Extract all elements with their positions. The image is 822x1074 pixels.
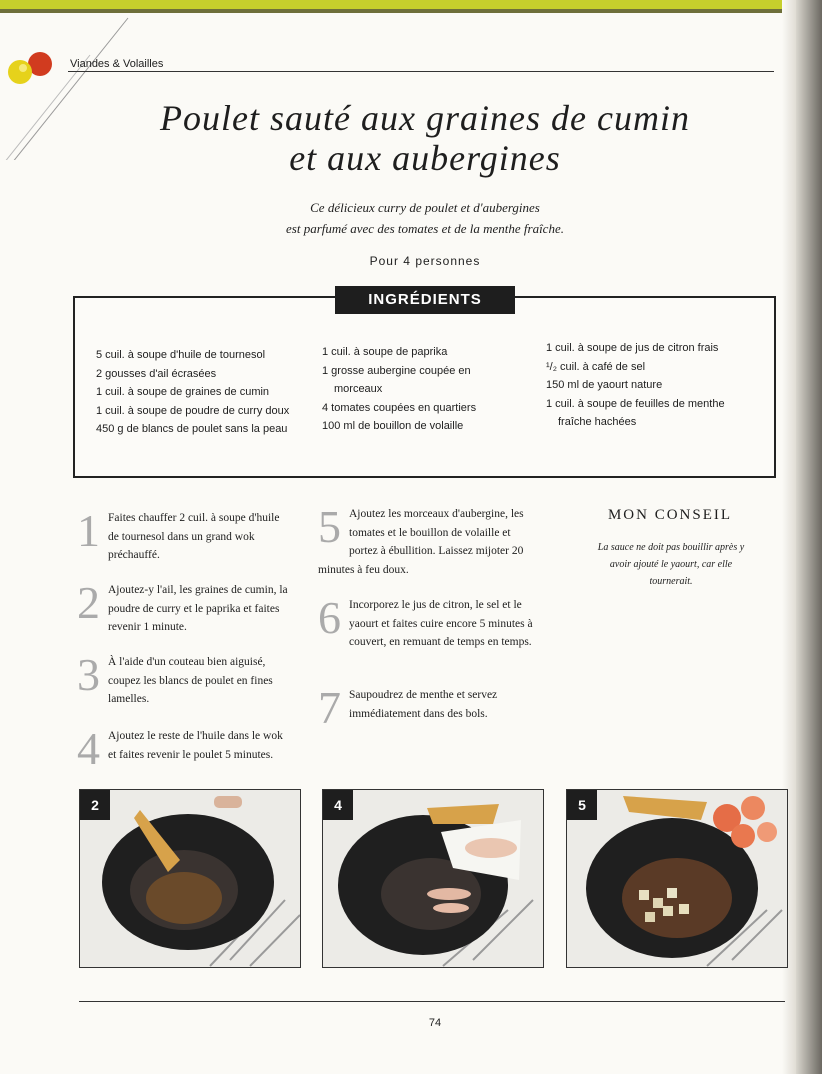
ingredient-item: 1 cuil. à soupe de poudre de curry doux <box>96 404 290 417</box>
step-text: Faites chauffer 2 cuil. à soupe d'huile de tournesol dans un grand wok préchauffé. <box>108 512 280 561</box>
page-number: 74 <box>428 1017 442 1029</box>
book-spine-edge <box>796 0 822 1074</box>
step-5 <box>318 501 540 579</box>
header-rule <box>68 71 774 72</box>
step-number: 2 <box>77 577 100 628</box>
tip-heading: MON CONSEIL <box>607 507 733 523</box>
ingredient-item: fraîche hachées <box>558 416 637 428</box>
wok-image <box>80 790 300 967</box>
ingredient-item: 1 grosse aubergine coupée en <box>322 364 471 377</box>
ingredient-item: 2 gousses d'ail écrasées <box>96 367 217 380</box>
wok-image <box>323 790 543 967</box>
photo-label: 5 <box>567 790 597 820</box>
photo-step-4 <box>322 789 544 968</box>
section-header: Viandes & Volailles <box>70 58 164 70</box>
step-number: 6 <box>318 592 341 643</box>
ingredient-item: 4 tomates coupées en quartiers <box>322 401 477 414</box>
photo-label: 2 <box>80 790 110 820</box>
ingredient-item: 1 cuil. à soupe de jus de citron frais <box>546 342 719 354</box>
photo-step-5 <box>566 789 788 968</box>
step-number: 7 <box>318 682 341 733</box>
ingredient-item: 1 cuil. à soupe de feuilles de menthe <box>546 397 725 410</box>
step-text: Ajoutez-y l'ail, les graines de cumin, la poudre de curry et le paprika et faites revenir 1 minute. <box>108 584 288 633</box>
footer-rule <box>79 1001 785 1002</box>
step-2 <box>77 577 292 637</box>
photo-label: 4 <box>323 790 353 820</box>
ingredient-item: 1 cuil. à soupe de graines de cumin <box>96 386 270 398</box>
ingredient-item: 150 ml de yaourt nature <box>546 379 663 391</box>
step-number: 1 <box>77 505 100 556</box>
step-text: À l'aide d'un couteau bien aiguisé, coupez les blancs de poulet en fines lamelles. <box>108 656 273 705</box>
step-number: 5 <box>318 501 341 552</box>
step-7 <box>318 682 540 733</box>
wok-image <box>567 790 787 967</box>
step-number: 3 <box>77 649 100 700</box>
ingredient-item: 450 g de blancs de poulet sans la peau <box>96 423 288 435</box>
tip-text: La sauce ne doit pas bouillir après y avoir ajouté le yaourt, car elle tournerait. <box>597 542 745 587</box>
recipe-subtitle: Ce délicieux curry de poulet et d'aubergines est parfumé avec des tomates et de la menthe fraîche. <box>286 200 564 236</box>
ingredients-column-1 <box>96 346 289 439</box>
ingredient-item: morceaux <box>334 383 383 395</box>
ingredients-column-2 <box>322 343 476 436</box>
step-6 <box>318 592 540 652</box>
ingredients-heading: INGRÉDIENTS <box>335 286 515 314</box>
step-text: Incorporez le jus de citron, le sel et le yaourt et faites cuire encore 5 minutes à couvert, en remuant de temps en temps. <box>349 599 533 648</box>
step-text: Ajoutez le reste de l'huile dans le wok et faites revenir le poulet 5 minutes. <box>108 730 283 761</box>
step-1 <box>77 505 292 565</box>
photo-step-2 <box>79 789 301 968</box>
servings: Pour 4 personnes <box>369 254 481 268</box>
ingredient-item: 5 cuil. à soupe d'huile de tournesol <box>96 349 266 361</box>
ingredient-item: 100 ml de bouillon de volaille <box>322 420 464 432</box>
step-text: Saupoudrez de menthe et servez immédiatement dans des bols. <box>349 689 498 720</box>
step-number: 4 <box>77 723 100 774</box>
step-3 <box>77 649 292 709</box>
step-4 <box>77 723 292 774</box>
ingredient-item: 1 cuil. à soupe de paprika <box>322 346 448 358</box>
ingredient-item: ¹/₂ cuil. à café de sel <box>546 360 646 373</box>
step-text: Ajoutez les morceaux d'aubergine, les tomates et le bouillon de volaille et portez à ébullition. Laissez mijoter 20 minutes à feu doux. <box>318 508 524 576</box>
recipe-title: Poulet sauté aux graines de cumin et aux aubergines <box>160 98 690 178</box>
ingredients-column-3 <box>546 339 725 432</box>
fruit-logo-icon <box>6 48 54 88</box>
